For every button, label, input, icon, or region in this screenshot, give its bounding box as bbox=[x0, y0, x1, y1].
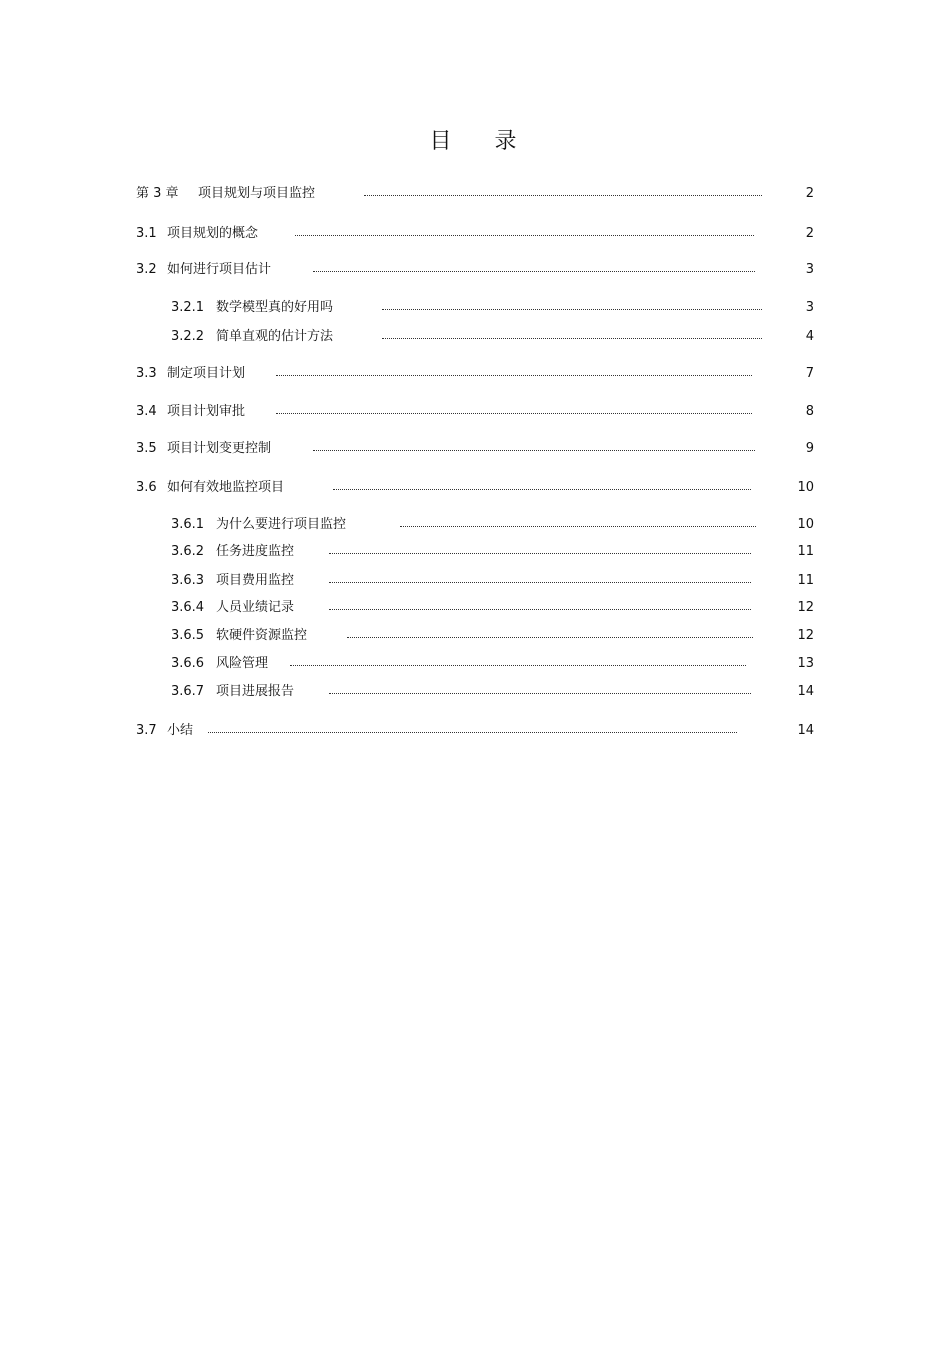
toc-leader-dots bbox=[400, 526, 756, 527]
toc-entry[interactable] bbox=[171, 570, 814, 592]
toc-entry-label: 项目规划与项目监控 bbox=[198, 186, 316, 201]
toc-entry-page: 3 bbox=[805, 300, 814, 315]
toc-entry[interactable] bbox=[136, 720, 814, 742]
toc-leader-dots bbox=[333, 489, 751, 490]
toc-entry[interactable] bbox=[136, 183, 814, 205]
toc-entry-label: 项目计划审批 bbox=[167, 404, 246, 419]
toc-entry-page: 14 bbox=[797, 684, 814, 699]
toc-entry-number: 3.7 bbox=[136, 723, 157, 738]
toc-entry-page: 4 bbox=[805, 329, 814, 344]
toc-entry-label: 项目进展报告 bbox=[216, 684, 295, 699]
toc-leader-dots bbox=[382, 338, 762, 339]
toc-leader-dots bbox=[382, 309, 762, 310]
toc-entry[interactable] bbox=[136, 223, 814, 245]
toc-entry[interactable] bbox=[136, 363, 814, 385]
toc-entry-page: 2 bbox=[805, 186, 814, 201]
toc-leader-dots bbox=[364, 195, 762, 196]
toc-entry-number: 3.2.2 bbox=[171, 329, 205, 344]
toc-entry-number: 3.6.6 bbox=[171, 656, 205, 671]
toc-entry-number: 3.6 bbox=[136, 480, 157, 495]
toc-entry[interactable] bbox=[171, 653, 814, 675]
toc-entry-label: 如何进行项目估计 bbox=[167, 262, 272, 277]
toc-entry-label: 小结 bbox=[167, 723, 194, 738]
toc-entry-number: 3.6.2 bbox=[171, 544, 205, 559]
toc-entry-label: 制定项目计划 bbox=[167, 366, 246, 381]
toc-leader-dots bbox=[329, 553, 751, 554]
toc-entry-label: 数学模型真的好用吗 bbox=[216, 300, 334, 315]
toc-leader-dots bbox=[313, 271, 755, 272]
toc-entry-page: 11 bbox=[797, 573, 814, 588]
toc-entry-number: 3.6.7 bbox=[171, 684, 205, 699]
toc-leader-dots bbox=[329, 609, 751, 610]
toc-entry-number: 3.5 bbox=[136, 441, 157, 456]
toc-entry[interactable] bbox=[171, 625, 814, 647]
toc-leader-dots bbox=[276, 413, 752, 414]
toc-entry-number: 3.2.1 bbox=[171, 300, 205, 315]
toc-entry[interactable] bbox=[171, 514, 814, 536]
toc-leader-dots bbox=[313, 450, 755, 451]
toc-entry-label: 简单直观的估计方法 bbox=[216, 329, 334, 344]
toc-entry-page: 8 bbox=[805, 404, 814, 419]
toc-entry-page: 7 bbox=[805, 366, 814, 381]
toc-entry[interactable] bbox=[171, 326, 814, 348]
toc-entry-page: 3 bbox=[805, 262, 814, 277]
toc-entry[interactable] bbox=[171, 297, 814, 319]
toc-entry[interactable] bbox=[171, 597, 814, 619]
toc-entry-page: 11 bbox=[797, 544, 814, 559]
toc-leader-dots bbox=[208, 732, 737, 733]
toc-entry-page: 12 bbox=[797, 628, 814, 643]
toc-leader-dots bbox=[290, 665, 746, 666]
toc-entry-label: 软硬件资源监控 bbox=[216, 628, 308, 643]
toc-entry[interactable] bbox=[136, 401, 814, 423]
toc-entry-label: 如何有效地监控项目 bbox=[167, 480, 285, 495]
toc-entry-label: 项目规划的概念 bbox=[167, 226, 259, 241]
toc-entry-number: 3.3 bbox=[136, 366, 157, 381]
toc-entry[interactable] bbox=[136, 438, 814, 460]
toc-entry-number: 3.6.1 bbox=[171, 517, 205, 532]
toc-entry-page: 13 bbox=[797, 656, 814, 671]
toc-entry-page: 10 bbox=[797, 517, 814, 532]
toc-entry-page: 2 bbox=[805, 226, 814, 241]
toc-entry-label: 项目计划变更控制 bbox=[167, 441, 272, 456]
toc-entry-number: 3.6.5 bbox=[171, 628, 205, 643]
toc-entry-number: 第 3 章 bbox=[136, 186, 179, 201]
toc-leader-dots bbox=[329, 693, 751, 694]
toc-entry-number: 3.4 bbox=[136, 404, 157, 419]
toc-entry-number: 3.2 bbox=[136, 262, 157, 277]
toc-entry[interactable] bbox=[136, 259, 814, 281]
toc-leader-dots bbox=[329, 582, 751, 583]
toc-entry-label: 任务进度监控 bbox=[216, 544, 295, 559]
toc-leader-dots bbox=[276, 375, 752, 376]
toc-leader-dots bbox=[347, 637, 753, 638]
toc-entry-label: 人员业绩记录 bbox=[216, 600, 295, 615]
toc-entry-label: 项目费用监控 bbox=[216, 573, 295, 588]
toc-entry-number: 3.1 bbox=[136, 226, 157, 241]
toc-entry-label: 风险管理 bbox=[216, 656, 269, 671]
toc-leader-dots bbox=[295, 235, 754, 236]
toc-title: 目 录 bbox=[429, 129, 535, 154]
toc-entry-page: 9 bbox=[805, 441, 814, 456]
toc-entry-page: 12 bbox=[797, 600, 814, 615]
toc-entry[interactable] bbox=[171, 541, 814, 563]
toc-entry-page: 10 bbox=[797, 480, 814, 495]
toc-entry[interactable] bbox=[136, 477, 814, 499]
toc-entry-label: 为什么要进行项目监控 bbox=[216, 517, 347, 532]
toc-entry-page: 14 bbox=[797, 723, 814, 738]
toc-entry[interactable] bbox=[171, 681, 814, 703]
toc-entry-number: 3.6.4 bbox=[171, 600, 205, 615]
toc-entry-number: 3.6.3 bbox=[171, 573, 205, 588]
